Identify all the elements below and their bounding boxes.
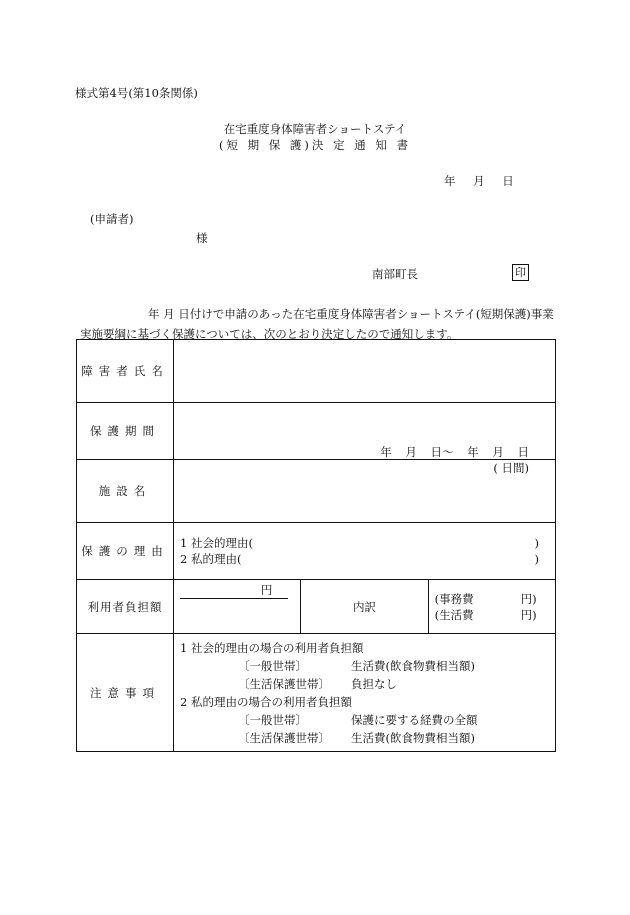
close-paren: ): [534, 552, 539, 566]
field-breakdown[interactable]: [428, 580, 555, 634]
official-seal: 印: [512, 264, 529, 281]
label-burden: 利用者負担額: [77, 580, 174, 634]
document-title-line2: (短 期 保 護)決 定 通 知 書: [218, 138, 412, 152]
note-category: 〔生活保護世帯〕: [238, 730, 330, 745]
amount-underline: [180, 598, 288, 599]
note-value: 生活費(飲食物費相当額): [351, 730, 475, 745]
note-private-general: [180, 711, 555, 729]
note-category: 〔一般世帯〕: [238, 658, 307, 673]
note-category: 〔一般世帯〕: [238, 712, 307, 727]
office-fee-label: (事務費: [434, 591, 474, 606]
label-breakdown: 内訳: [301, 580, 428, 634]
field-burden-amount[interactable]: [174, 580, 301, 634]
table-row: [77, 340, 556, 403]
field-reason[interactable]: [174, 523, 556, 580]
yen-unit: 円: [260, 582, 273, 597]
reason-private: [174, 551, 555, 567]
decision-table: [76, 339, 556, 752]
period-range: 年 月 日〜 年 月 日: [380, 445, 529, 459]
living-fee-label: (生活費: [434, 607, 474, 622]
note-private: 2 私的理由の場合の利用者負担額: [180, 694, 352, 709]
table-row: [77, 634, 556, 752]
close-paren: ): [534, 536, 539, 550]
office-fee-line: [429, 591, 555, 607]
living-fee-yen: 円): [520, 607, 537, 622]
table-row: [77, 580, 556, 634]
note-social: 1 社会的理由の場合の利用者負担額: [180, 640, 364, 655]
note-value: 生活費(飲食物費相当額): [351, 658, 475, 673]
field-notes: [174, 634, 556, 752]
notice-paragraph: [80, 304, 555, 344]
reason-social-text: 1 社会的理由(: [180, 536, 253, 550]
issuer-mayor: 南部町長: [372, 267, 418, 281]
note-category: 〔生活保護世帯〕: [238, 676, 330, 691]
label-name: 障害者氏名: [77, 340, 174, 403]
note-social-welfare: [180, 675, 555, 693]
table-row: [77, 460, 556, 523]
field-period[interactable]: [174, 403, 556, 475]
label-reason: 保護の理由: [77, 523, 174, 580]
office-fee-yen: 円): [520, 591, 537, 606]
label-period: 保護期間: [77, 403, 174, 460]
label-notes: 注意事項: [77, 634, 174, 752]
notice-paragraph-text: 年 月 日付けで申請のあった在宅重度身体障害者ショートステイ(短期保護)事業実施要綱に基づく保護については、次のとおり決定したので通知します。: [80, 307, 554, 341]
honorific: 様: [196, 231, 208, 245]
period-days: ( 日間): [493, 461, 529, 475]
table-row: [77, 523, 556, 580]
living-fee-line: [429, 607, 555, 623]
note-social-general: [180, 657, 555, 675]
field-name[interactable]: [174, 340, 556, 403]
note-value: 保護に要する経費の全額: [351, 712, 478, 727]
note-value: 負担なし: [351, 676, 397, 691]
applicant-label: (申請者): [90, 212, 134, 226]
form-number: 様式第4号(第10条関係): [75, 86, 198, 100]
document-title-line1: 在宅重度身体障害者ショートステイ: [223, 122, 407, 136]
note-private-welfare: [180, 729, 555, 747]
table-row: [77, 403, 556, 460]
issue-date: 年 月 日: [444, 174, 514, 188]
label-facility: 施設名: [77, 460, 174, 523]
reason-social: [174, 535, 555, 551]
reason-private-text: 2 私的理由(: [180, 552, 242, 566]
